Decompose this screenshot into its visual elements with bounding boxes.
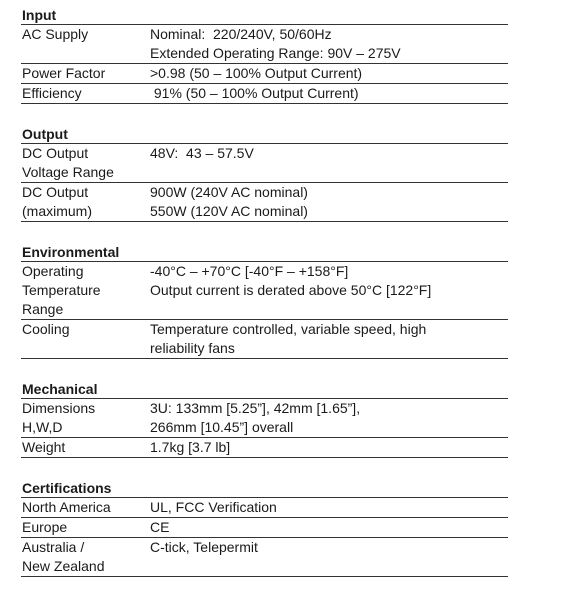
label-line: Temperature bbox=[22, 282, 101, 298]
value-line: C-tick, Telepermit bbox=[150, 539, 258, 555]
value-line: reliability fans bbox=[150, 340, 235, 356]
spec-row-ac-supply bbox=[21, 25, 508, 64]
section-title: Input bbox=[21, 6, 508, 25]
value-line: 3U: 133mm [5.25”], 42mm [1.65”], bbox=[150, 400, 361, 416]
value-line: 266mm [10.45”] overall bbox=[150, 419, 294, 435]
row-label bbox=[21, 25, 150, 63]
value-line: 48V: 43 – 57.5V bbox=[150, 145, 254, 161]
row-label bbox=[21, 498, 150, 517]
label-line: H,W,D bbox=[22, 419, 63, 435]
value-line: CE bbox=[150, 519, 170, 535]
label-line: Power Factor bbox=[22, 65, 106, 81]
row-value bbox=[150, 399, 508, 437]
value-line: 91% (50 – 100% Output Current) bbox=[150, 85, 359, 101]
label-line: (maximum) bbox=[22, 203, 92, 219]
row-value bbox=[150, 262, 508, 319]
label-line: Voltage Range bbox=[22, 164, 114, 180]
value-line: 1.7kg [3.7 lb] bbox=[150, 439, 231, 455]
label-line: Australia / bbox=[22, 539, 85, 555]
spec-row-dc-output-max bbox=[21, 183, 508, 222]
spec-row-europe bbox=[21, 518, 508, 538]
value-line: Nominal: 220/240V, 50/60Hz bbox=[150, 26, 332, 42]
section-output bbox=[21, 125, 508, 222]
spec-row-efficiency bbox=[21, 84, 508, 104]
row-value bbox=[150, 144, 508, 182]
row-value bbox=[150, 320, 508, 358]
spec-row-operating-temperature bbox=[21, 262, 508, 320]
label-line: DC Output bbox=[22, 184, 89, 200]
value-line: -40°C – +70°C [-40°F – +158°F] bbox=[150, 263, 349, 279]
row-label bbox=[21, 438, 150, 457]
label-line: Weight bbox=[22, 439, 66, 455]
section-input bbox=[21, 6, 508, 104]
row-label bbox=[21, 144, 150, 182]
label-line: Dimensions bbox=[22, 400, 96, 416]
row-value bbox=[150, 438, 508, 457]
section-title: Environmental bbox=[21, 243, 508, 262]
spec-row-north-america bbox=[21, 498, 508, 518]
row-label bbox=[21, 320, 150, 358]
spec-row-power-factor bbox=[21, 64, 508, 84]
row-label bbox=[21, 538, 150, 576]
section-mechanical bbox=[21, 380, 508, 458]
section-title: Certifications bbox=[21, 479, 508, 498]
row-value bbox=[150, 84, 508, 103]
row-value bbox=[150, 498, 508, 517]
spec-row-cooling bbox=[21, 320, 508, 359]
row-label bbox=[21, 518, 150, 537]
value-line: >0.98 (50 – 100% Output Current) bbox=[150, 65, 363, 81]
section-title: Mechanical bbox=[21, 380, 508, 399]
spec-row-australia-new-zealand bbox=[21, 538, 508, 577]
row-label bbox=[21, 64, 150, 83]
row-value bbox=[150, 518, 508, 537]
value-line: Extended Operating Range: 90V – 275V bbox=[150, 45, 401, 61]
section-environmental bbox=[21, 243, 508, 359]
label-line: DC Output bbox=[22, 145, 89, 161]
value-line: 550W (120V AC nominal) bbox=[150, 203, 308, 219]
section-certifications bbox=[21, 479, 508, 577]
label-line: North America bbox=[22, 499, 111, 515]
value-line: Output current is derated above 50°C [122°F] bbox=[150, 282, 432, 298]
spec-row-dc-output-voltage bbox=[21, 144, 508, 183]
label-line: AC Supply bbox=[22, 26, 89, 42]
label-line: Range bbox=[22, 301, 64, 317]
spec-sheet bbox=[21, 6, 508, 598]
row-label bbox=[21, 262, 150, 319]
spec-row-weight bbox=[21, 438, 508, 458]
section-title: Output bbox=[21, 125, 508, 144]
value-line: 900W (240V AC nominal) bbox=[150, 184, 308, 200]
row-label bbox=[21, 84, 150, 103]
row-label bbox=[21, 183, 150, 221]
label-line: Efficiency bbox=[22, 85, 82, 101]
spec-row-dimensions bbox=[21, 399, 508, 438]
label-line: Cooling bbox=[22, 321, 70, 337]
row-value bbox=[150, 183, 508, 221]
row-label bbox=[21, 399, 150, 437]
value-line: UL, FCC Verification bbox=[150, 499, 277, 515]
row-value bbox=[150, 64, 508, 83]
label-line: Europe bbox=[22, 519, 68, 535]
label-line: New Zealand bbox=[22, 558, 105, 574]
value-line: Temperature controlled, variable speed, high bbox=[150, 321, 427, 337]
row-value bbox=[150, 25, 508, 63]
row-value bbox=[150, 538, 508, 576]
label-line: Operating bbox=[22, 263, 84, 279]
